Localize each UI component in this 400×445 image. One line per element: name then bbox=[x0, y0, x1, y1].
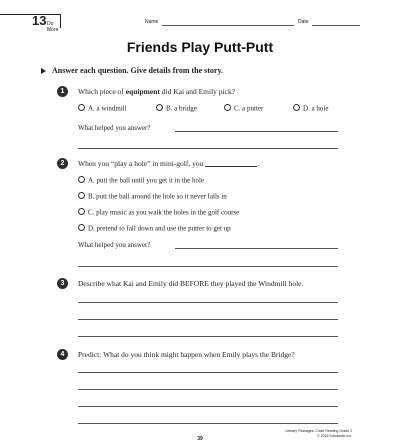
q1-helper-line-2[interactable] bbox=[78, 148, 338, 149]
name-label: Name bbox=[145, 19, 159, 25]
page-title: Friends Play Putt-Putt bbox=[126, 39, 274, 55]
radio-circle-icon[interactable] bbox=[78, 104, 85, 111]
radio-circle-icon[interactable] bbox=[78, 176, 85, 183]
option-label: D. a hole bbox=[303, 104, 329, 113]
question-1-number: 1 bbox=[57, 86, 68, 97]
arrow-icon bbox=[41, 68, 46, 74]
name-field[interactable] bbox=[162, 25, 294, 26]
question-2-text-end: . bbox=[257, 159, 260, 168]
option-label: B. putt the ball around the hole so it never falls in bbox=[88, 192, 227, 201]
q1-helper-line-1[interactable] bbox=[175, 131, 338, 132]
q1-option-d[interactable] bbox=[293, 104, 328, 113]
q3-answer-line-3[interactable] bbox=[78, 336, 338, 337]
question-1-text-after: did Kai and Emily pick? bbox=[159, 87, 236, 96]
q2-option-d[interactable] bbox=[78, 224, 231, 233]
radio-circle-icon[interactable] bbox=[224, 104, 231, 111]
question-2-number: 2 bbox=[57, 158, 68, 169]
option-label: C. play music as you walk the holes in the golf course bbox=[88, 208, 240, 217]
question-4-text: Predict: What do you think might happen when Emily plays the Bridge? bbox=[78, 350, 295, 359]
q4-answer-line-1[interactable] bbox=[78, 372, 338, 373]
radio-circle-icon[interactable] bbox=[78, 192, 85, 199]
instructions: Answer each question. Give details from the story. bbox=[52, 66, 224, 75]
q3-answer-line-2[interactable] bbox=[78, 319, 338, 320]
date-label: Date bbox=[298, 19, 309, 25]
radio-circle-icon[interactable] bbox=[78, 224, 85, 231]
question-2-text bbox=[78, 159, 259, 168]
q2-option-a[interactable] bbox=[78, 176, 204, 185]
q4-answer-line-2[interactable] bbox=[78, 389, 338, 390]
page-header bbox=[0, 13, 400, 33]
radio-circle-icon[interactable] bbox=[78, 208, 85, 215]
question-1-text-before: Which piece of bbox=[78, 87, 126, 96]
q1-helper-label: What helped you answer? bbox=[78, 124, 151, 132]
q2-option-c[interactable] bbox=[78, 208, 239, 217]
unit-tab bbox=[0, 13, 61, 33]
q2-helper-line-2[interactable] bbox=[78, 266, 338, 267]
q1-option-a[interactable] bbox=[78, 104, 127, 113]
question-3-number: 3 bbox=[57, 278, 68, 289]
q4-answer-line-3[interactable] bbox=[78, 406, 338, 407]
q3-answer-line-1[interactable] bbox=[78, 302, 338, 303]
option-label: B. a bridge bbox=[166, 104, 197, 113]
question-1-keyword: equipment bbox=[125, 87, 160, 96]
option-label: A. putt the ball until you get it in the hole bbox=[88, 176, 205, 185]
radio-circle-icon[interactable] bbox=[156, 104, 163, 111]
credit-line-2: © 2016 Scholastic Inc. bbox=[317, 433, 352, 438]
option-label: A. a windmill bbox=[88, 104, 127, 113]
page-number: 39 bbox=[197, 436, 203, 442]
date-field[interactable] bbox=[312, 25, 360, 26]
credit-line-1: Literary Passages: Close Reading Grade 3 bbox=[285, 429, 352, 433]
question-4-number: 4 bbox=[57, 349, 68, 360]
unit-number: 13 bbox=[32, 13, 47, 28]
question-1-text bbox=[78, 87, 235, 96]
radio-circle-icon[interactable] bbox=[293, 104, 300, 111]
q2-option-b[interactable] bbox=[78, 192, 227, 201]
option-label: C. a putter bbox=[234, 104, 264, 113]
question-3-text: Describe what Kai and Emily did BEFORE they played the Windmill hole. bbox=[78, 279, 304, 288]
q4-answer-line-4[interactable] bbox=[78, 423, 338, 424]
q2-helper-label: What helped you answer? bbox=[78, 241, 151, 249]
option-label: D. pretend to fall down and use the putter to get up bbox=[88, 224, 231, 233]
fill-in-blank[interactable] bbox=[205, 166, 257, 167]
q1-option-c[interactable] bbox=[224, 104, 263, 113]
question-2-text-main: When you “play a hole” in mini-golf, you bbox=[78, 159, 204, 168]
unit-label: Do More bbox=[47, 21, 59, 33]
footer-credit bbox=[285, 429, 352, 438]
q1-option-b[interactable] bbox=[156, 104, 197, 113]
q2-helper-line-1[interactable] bbox=[175, 248, 338, 249]
